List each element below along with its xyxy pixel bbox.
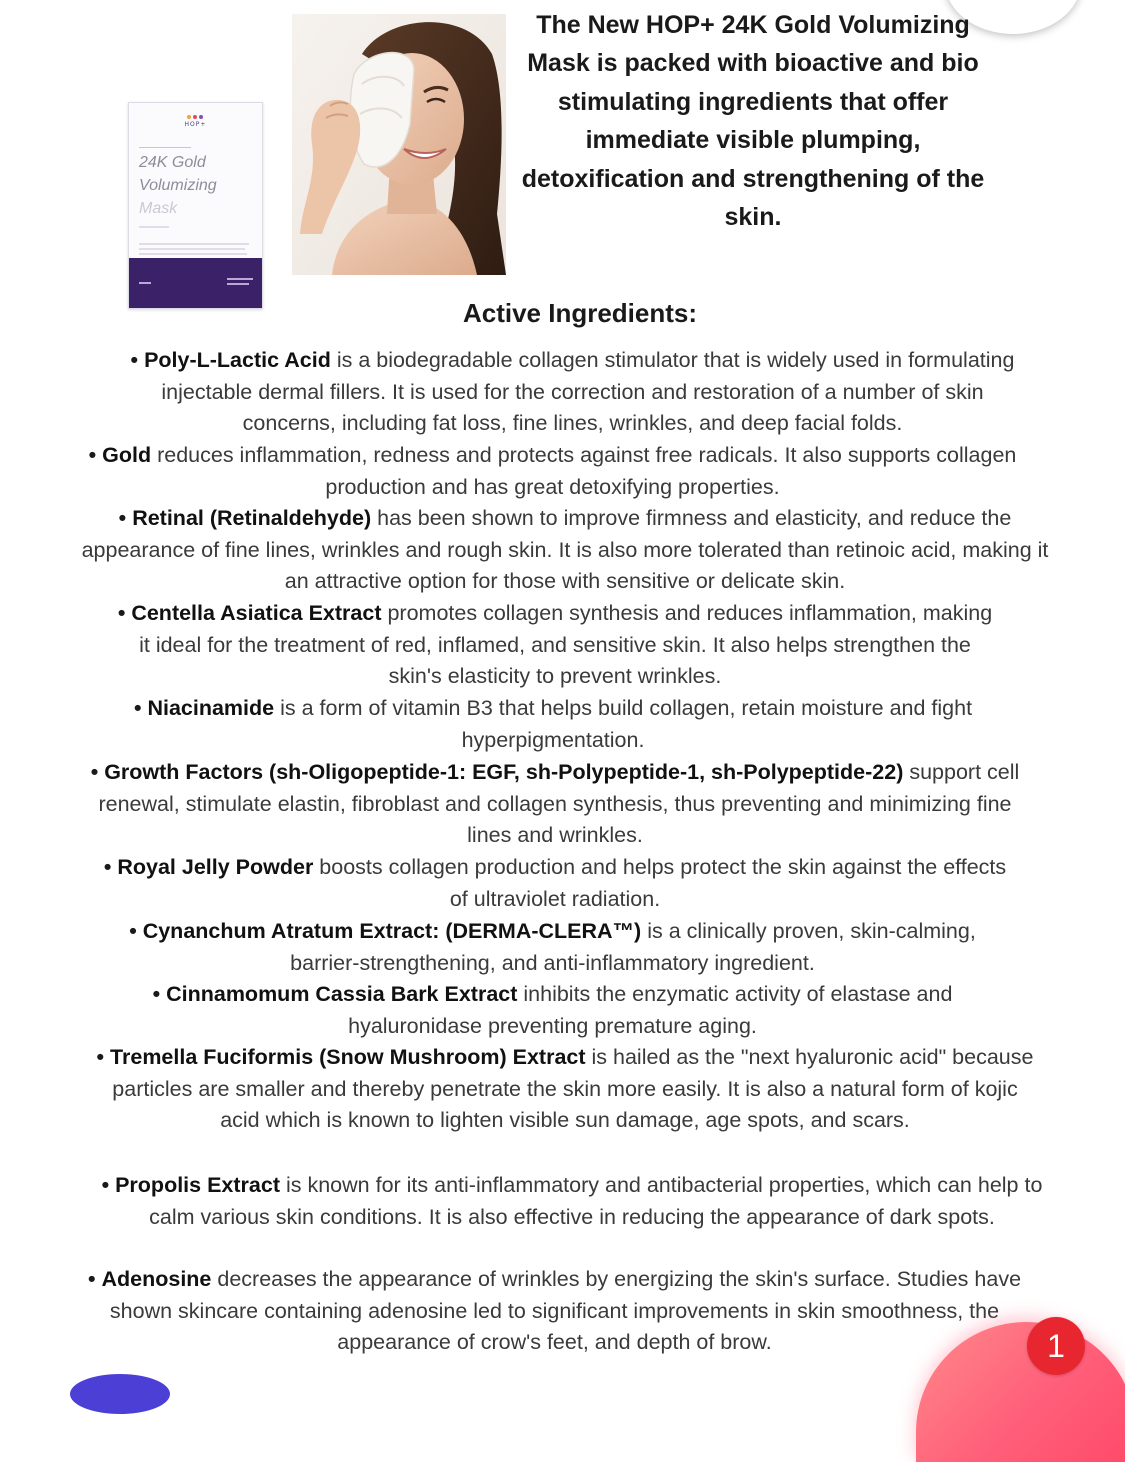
ingredient-description: support cell renewal, stimulate elastin, fibroblast and collagen synthesis, thus preventing and minimizing fine lines and wrinkles.	[98, 760, 1020, 848]
product-box-rule	[139, 147, 191, 148]
ingredient-description: is hailed as the "next hyaluronic acid" because particles are smaller and thereby penetrate the skin more easily. It is also a natural form of kojic acid which is known to lighten visible sun damage, age spots, and scars.	[112, 1045, 1034, 1133]
product-box-title-line-1: 24K Gold	[139, 154, 206, 171]
ingredient-name: Gold	[102, 443, 152, 467]
notification-badge[interactable]: 1	[1027, 1317, 1085, 1375]
bullet: •	[90, 760, 99, 784]
model-photo	[292, 14, 506, 275]
product-box-fineprint	[139, 243, 249, 245]
product-box-fineprint	[139, 253, 247, 255]
ingredient-name: Centella Asiatica Extract	[131, 601, 382, 625]
ingredient-item	[92, 1170, 1052, 1233]
product-logo-text: HOP+	[184, 121, 207, 128]
ingredient-description: is a clinically proven, skin-calming, barrier-strengthening, and anti-inflammatory ingredient.	[290, 919, 976, 975]
bullet: •	[88, 443, 97, 467]
floating-chat-button[interactable]	[70, 1374, 170, 1414]
product-box-title-line-3: Mask	[139, 200, 178, 217]
ingredient-name: Tremella Fuciformis (Snow Mushroom) Extract	[110, 1045, 586, 1069]
bullet: •	[101, 1173, 110, 1197]
ingredient-description: decreases the appearance of wrinkles by energizing the skin's surface. Studies have shown skincare containing adenosine led to significant improvements in skin smoothness, the appearance of crow's feet, and depth of brow.	[109, 1267, 1022, 1355]
ingredient-item	[95, 1042, 1035, 1137]
ingredient-item	[95, 852, 1015, 915]
ingredient-item	[110, 979, 995, 1042]
ingredient-name: Growth Factors (sh-Oligopeptide-1: EGF, sh-Polypeptide-1, sh-Polypeptide-22)	[104, 760, 904, 784]
bullet: •	[129, 919, 137, 943]
ingredient-item	[130, 345, 1015, 440]
ingredient-description: is a biodegradable collagen stimulator that is widely used in formulating injectable dermal fillers. It is used for the correction and restoration of a number of skin concerns, including fat loss, fine lines, wrinkles, and deep facial folds.	[161, 348, 1015, 436]
ingredient-item	[75, 757, 1035, 852]
product-box-fineprint	[139, 248, 245, 250]
ingredient-name: Royal Jelly Powder	[117, 855, 314, 879]
product-box-footer	[129, 258, 262, 308]
bullet: •	[87, 1267, 96, 1291]
product-box-title-line-2: Volumizing	[139, 177, 217, 194]
bullet: •	[117, 601, 126, 625]
intro-paragraph: The New HOP+ 24K Gold Volumizing Mask is packed with bioactive and bio stimulating ingredients that offer immediate visible plumping, detoxification and strengthening of the skin.	[521, 11, 985, 232]
ingredient-item	[80, 503, 1050, 598]
ingredient-description: has been shown to improve firmness and elasticity, and reduce the appearance of fine lines, wrinkles and rough skin. It is also more tolerated than retinoic acid, making it an attractive option for those with sensitive or delicate skin.	[81, 506, 1049, 594]
ingredient-name: Cinnamomum Cassia Bark Extract	[166, 982, 518, 1006]
ingredient-item	[85, 440, 1020, 503]
bullet: •	[130, 348, 139, 372]
ingredient-item	[88, 693, 1018, 756]
product-box-fineprint	[139, 226, 169, 228]
ingredient-name: Retinal (Retinaldehyde)	[132, 506, 372, 530]
active-ingredients-heading: Active Ingredients:	[462, 298, 698, 328]
ingredient-item	[110, 598, 1000, 693]
ingredient-name: Niacinamide	[147, 696, 275, 720]
ingredient-name: Adenosine	[101, 1267, 212, 1291]
bullet: •	[133, 696, 142, 720]
ingredient-description: is a form of vitamin B3 that helps build collagen, retain moisture and fight hyperpigmentation.	[280, 696, 973, 752]
ingredient-description: promotes collagen synthesis and reduces inflammation, making it ideal for the treatment of red, inflamed, and sensitive skin. It also helps strengthen the skin's elasticity to prevent wrinkles.	[139, 601, 993, 689]
ingredient-description: boosts collagen production and helps protect the skin against the effects of ultraviolet radiation.	[319, 855, 1007, 911]
ingredient-item	[72, 1264, 1037, 1359]
product-logo-dots	[187, 115, 203, 119]
bullet: •	[152, 982, 161, 1006]
ingredient-name: Cynanchum Atratum Extract: (DERMA-CLERA™)	[142, 919, 642, 943]
bullet: •	[103, 855, 112, 879]
ingredient-description: reduces inflammation, redness and protects against free radicals. It also supports collagen production and has great detoxifying properties.	[157, 443, 1017, 499]
product-box-image	[128, 102, 263, 309]
ingredient-description: inhibits the enzymatic activity of elastase and hyaluronidase preventing premature aging.	[348, 982, 953, 1038]
product-box-title	[139, 151, 217, 220]
bullet: •	[118, 506, 127, 530]
bullet: •	[96, 1045, 105, 1069]
ingredient-name: Propolis Extract	[115, 1173, 280, 1197]
ingredient-description: is known for its anti-inflammatory and antibacterial properties, which can help to calm various skin conditions. It is also effective in reducing the appearance of dark spots.	[149, 1173, 1043, 1229]
ingredient-name: Poly-L-Lactic Acid	[144, 348, 331, 372]
ingredient-item	[100, 916, 1005, 979]
